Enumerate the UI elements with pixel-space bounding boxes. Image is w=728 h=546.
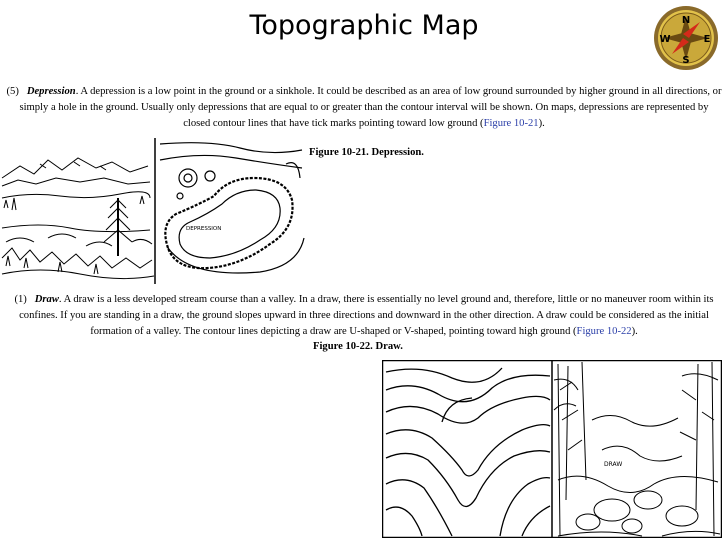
figure-10-22-caption: Figure 10-22. Draw. xyxy=(313,341,403,352)
compass-w-label: W xyxy=(659,34,671,45)
depression-paragraph xyxy=(6,84,722,132)
draw-text: . A draw is a less developed stream course than a valley. In a draw, there is essentially no level ground and, therefore, little or no maneuver room within its confines. If you are standing in a draw, the ground slopes upward in three directions and downward in the other direction. A draw could be considered as the initial formation of a valley. The contour lines depicting a draw are U-shaped or V-shaped, pointing toward high ground ( xyxy=(19,294,714,337)
compass-e-label: E xyxy=(703,34,711,45)
compass-icon xyxy=(652,4,720,72)
figure-10-21-caption: Figure 10-21. Depression. xyxy=(309,147,424,158)
depression-figure xyxy=(0,138,306,284)
figure-10-22-link[interactable]: Figure 10-22 xyxy=(576,326,632,337)
compass-s-label: S xyxy=(682,55,690,66)
depression-text: . A depression is a low point in the ground or a sinkhole. It could be described as an area of low ground surrounded by higher ground in all directions, or simply a hole in the ground. Usually only depressions that are equal to or greater than the contour interval will be shown. On maps, depressions are represented by closed contour lines that have tick marks pointing toward low ground ( xyxy=(19,86,722,129)
depression-figure-label: DEPRESSION xyxy=(186,226,222,232)
depression-term: Depression xyxy=(26,86,76,97)
page-title: Topographic Map xyxy=(249,10,479,41)
depression-prefix: (5) xyxy=(6,86,19,97)
draw-prefix: (1) xyxy=(14,294,27,305)
draw-suffix: ). xyxy=(631,326,638,337)
draw-figure-label: DRAW xyxy=(604,461,623,468)
compass-n-label: N xyxy=(681,15,691,26)
draw-figure xyxy=(382,360,722,538)
draw-term: Draw xyxy=(34,294,59,305)
depression-suffix: ). xyxy=(538,118,545,129)
figure-10-21-link[interactable]: Figure 10-21 xyxy=(483,118,539,129)
draw-paragraph xyxy=(4,292,724,340)
